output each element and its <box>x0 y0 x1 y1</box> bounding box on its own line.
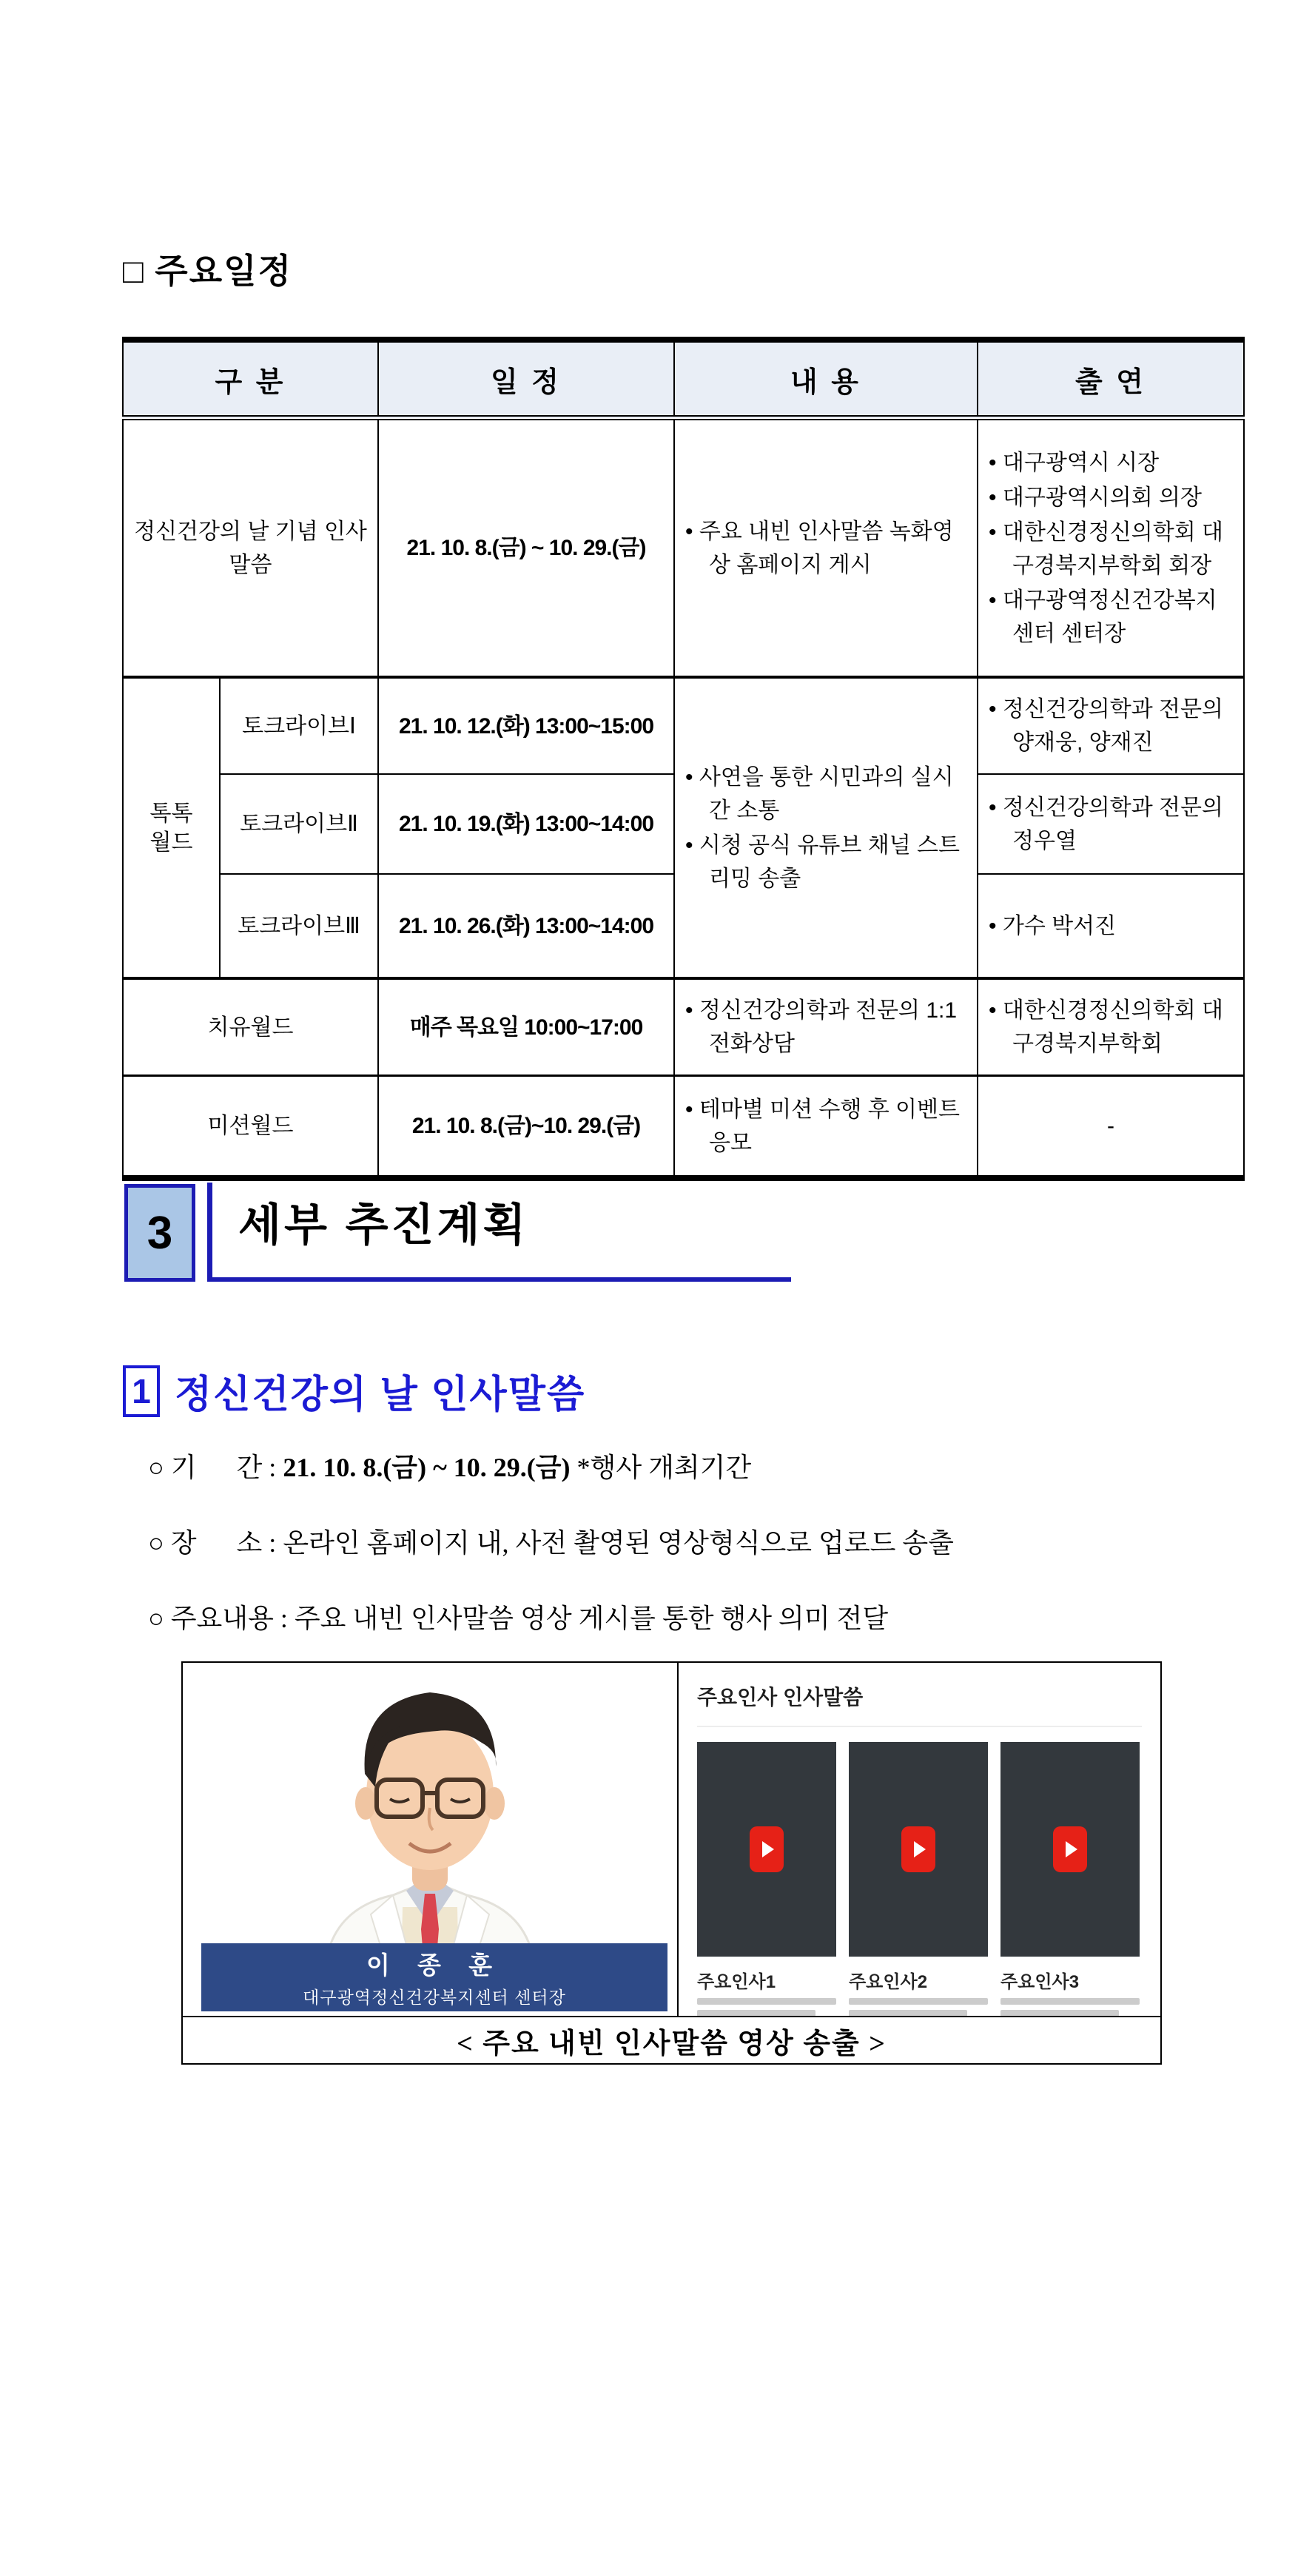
info-period-note: *행사 개최기간 <box>570 1453 752 1482</box>
figure-box <box>181 1661 1162 2065</box>
figure-caption: < 주요 내빈 인사말씀 영상 송출 > <box>183 2016 1160 2063</box>
info-line-main-content <box>148 1598 888 1635</box>
video-thumbnail <box>1000 1742 1140 1957</box>
section-number-box: 3 <box>124 1184 195 1282</box>
cell-talklive2-name: 토크라이브Ⅱ <box>220 774 378 874</box>
video-thumbnail <box>849 1742 988 1957</box>
greeting-cast-item: • 대구광역정신건강복지센터 센터장 <box>989 584 1233 650</box>
video-thumbnail-row <box>697 1742 1142 1957</box>
subsection-number-box: 1 <box>123 1365 160 1417</box>
video-meta <box>697 1957 836 2017</box>
talklive3-cast-item: • 가수 박서진 <box>989 909 1233 943</box>
info-label: ○ 주요내용 : <box>148 1604 295 1633</box>
info-label: ○ 장 소 : <box>148 1528 283 1558</box>
video-description-placeholder <box>1000 1998 1140 2005</box>
subsection-heading: 정신건강의 날 인사말씀 <box>175 1373 586 1416</box>
header-category: 구 분 <box>123 340 378 418</box>
cell-mission-cast-empty: - <box>978 1076 1244 1179</box>
video-description-placeholder <box>849 1998 988 2005</box>
table-row-talklive-1 <box>123 677 1244 774</box>
table-row-mission <box>123 1076 1244 1179</box>
greeting-cast-item: • 대구광역시 시장 <box>989 446 1233 480</box>
video-label: 주요인사1 <box>697 1972 776 1992</box>
video-label: 주요인사3 <box>1000 1972 1080 1992</box>
healing-cast-item: • 대한신경정신의학회 대구경북지부학회 <box>989 994 1233 1060</box>
cell-talk-group-category: 톡톡월드 <box>123 677 220 978</box>
cell-healing-category: 치유월드 <box>123 978 378 1076</box>
section-title: □ 주요일정 <box>123 252 293 290</box>
cell-greeting-category: 정신건강의 날 기념 인사말씀 <box>123 418 378 678</box>
talklive2-cast-item: • 정신건강의학과 전문의 정우열 <box>989 791 1233 858</box>
schedule-table <box>122 337 1245 1181</box>
mission-content-item: • 테마별 미션 수행 후 이벤트 응모 <box>685 1093 966 1160</box>
figure-panels <box>183 1663 1160 2016</box>
cell-talklive1-schedule: 21. 10. 12.(화) 13:00~15:00 <box>378 677 674 774</box>
video-meta-row <box>697 1957 1142 2017</box>
person-name: 이 종 훈 <box>366 1951 502 1979</box>
table-header-row <box>123 340 1244 418</box>
healing-content-item: • 정신건강의학과 전문의 1:1 전화상담 <box>685 994 966 1060</box>
greeting-content-item: • 주요 내빈 인사말씀 녹화영상 홈페이지 게시 <box>685 515 966 582</box>
video-meta <box>849 1957 988 2017</box>
webpage-screenshot-panel <box>679 1663 1160 2016</box>
video-label: 주요인사2 <box>849 1972 928 1992</box>
name-banner <box>201 1943 667 2011</box>
talk-content-item: • 시청 공식 유튜브 채널 스트리밍 송출 <box>685 829 966 895</box>
header-cast: 출 연 <box>978 340 1244 418</box>
section-heading: 세부 추진계획 <box>238 1200 529 1250</box>
header-schedule: 일 정 <box>378 340 674 418</box>
cell-talklive2-schedule: 21. 10. 19.(화) 13:00~14:00 <box>378 774 674 874</box>
subsection-heading-row <box>123 1363 585 1419</box>
cell-healing-schedule: 매주 목요일 10:00~17:00 <box>378 978 674 1076</box>
info-period-dates: 21. 10. 8.(금) ~ 10. 29.(금) <box>283 1453 571 1482</box>
talklive1-cast-item: • 정신건강의학과 전문의 양재웅, 양재진 <box>989 693 1233 759</box>
play-icon <box>750 1826 784 1872</box>
play-icon <box>1053 1826 1087 1872</box>
cell-mission-schedule: 21. 10. 8.(금)~10. 29.(금) <box>378 1076 674 1179</box>
info-line-place <box>148 1522 954 1560</box>
cell-talklive3-schedule: 21. 10. 26.(화) 13:00~14:00 <box>378 874 674 978</box>
cell-talk-group-content <box>674 677 978 978</box>
webpage-divider <box>697 1726 1142 1727</box>
play-icon <box>901 1826 935 1872</box>
table-row-greeting <box>123 418 1244 678</box>
info-label: ○ 기 간 : <box>148 1453 283 1482</box>
greeting-cast-item: • 대구광역시의회 의장 <box>989 481 1233 514</box>
greeting-cast-item: • 대한신경정신의학회 대구경북지부학회 회장 <box>989 516 1233 582</box>
info-line-period <box>148 1447 751 1484</box>
person-role: 대구광역정신건강복지센터 센터장 <box>303 1988 566 2007</box>
info-place-text: 온라인 홈페이지 내, 사전 촬영된 영상형식으로 업로드 송출 <box>283 1528 954 1558</box>
video-description-placeholder <box>697 1998 836 2005</box>
video-thumbnail <box>697 1742 836 1957</box>
cell-talklive1-name: 토크라이브Ⅰ <box>220 677 378 774</box>
portrait-panel <box>183 1663 679 2016</box>
cell-mission-category: 미션월드 <box>123 1076 378 1179</box>
cell-greeting-schedule: 21. 10. 8.(금) ~ 10. 29.(금) <box>378 418 674 678</box>
header-content: 내 용 <box>674 340 978 418</box>
info-main-text: 주요 내빈 인사말씀 영상 게시를 통한 행사 의미 전달 <box>294 1604 889 1633</box>
video-meta <box>1000 1957 1140 2017</box>
table-row-healing <box>123 978 1244 1076</box>
cell-talklive3-name: 토크라이브Ⅲ <box>220 874 378 978</box>
talk-content-item: • 사연을 통한 시민과의 실시간 소통 <box>685 761 966 827</box>
webpage-title: 주요인사 인사말씀 <box>697 1686 864 1709</box>
